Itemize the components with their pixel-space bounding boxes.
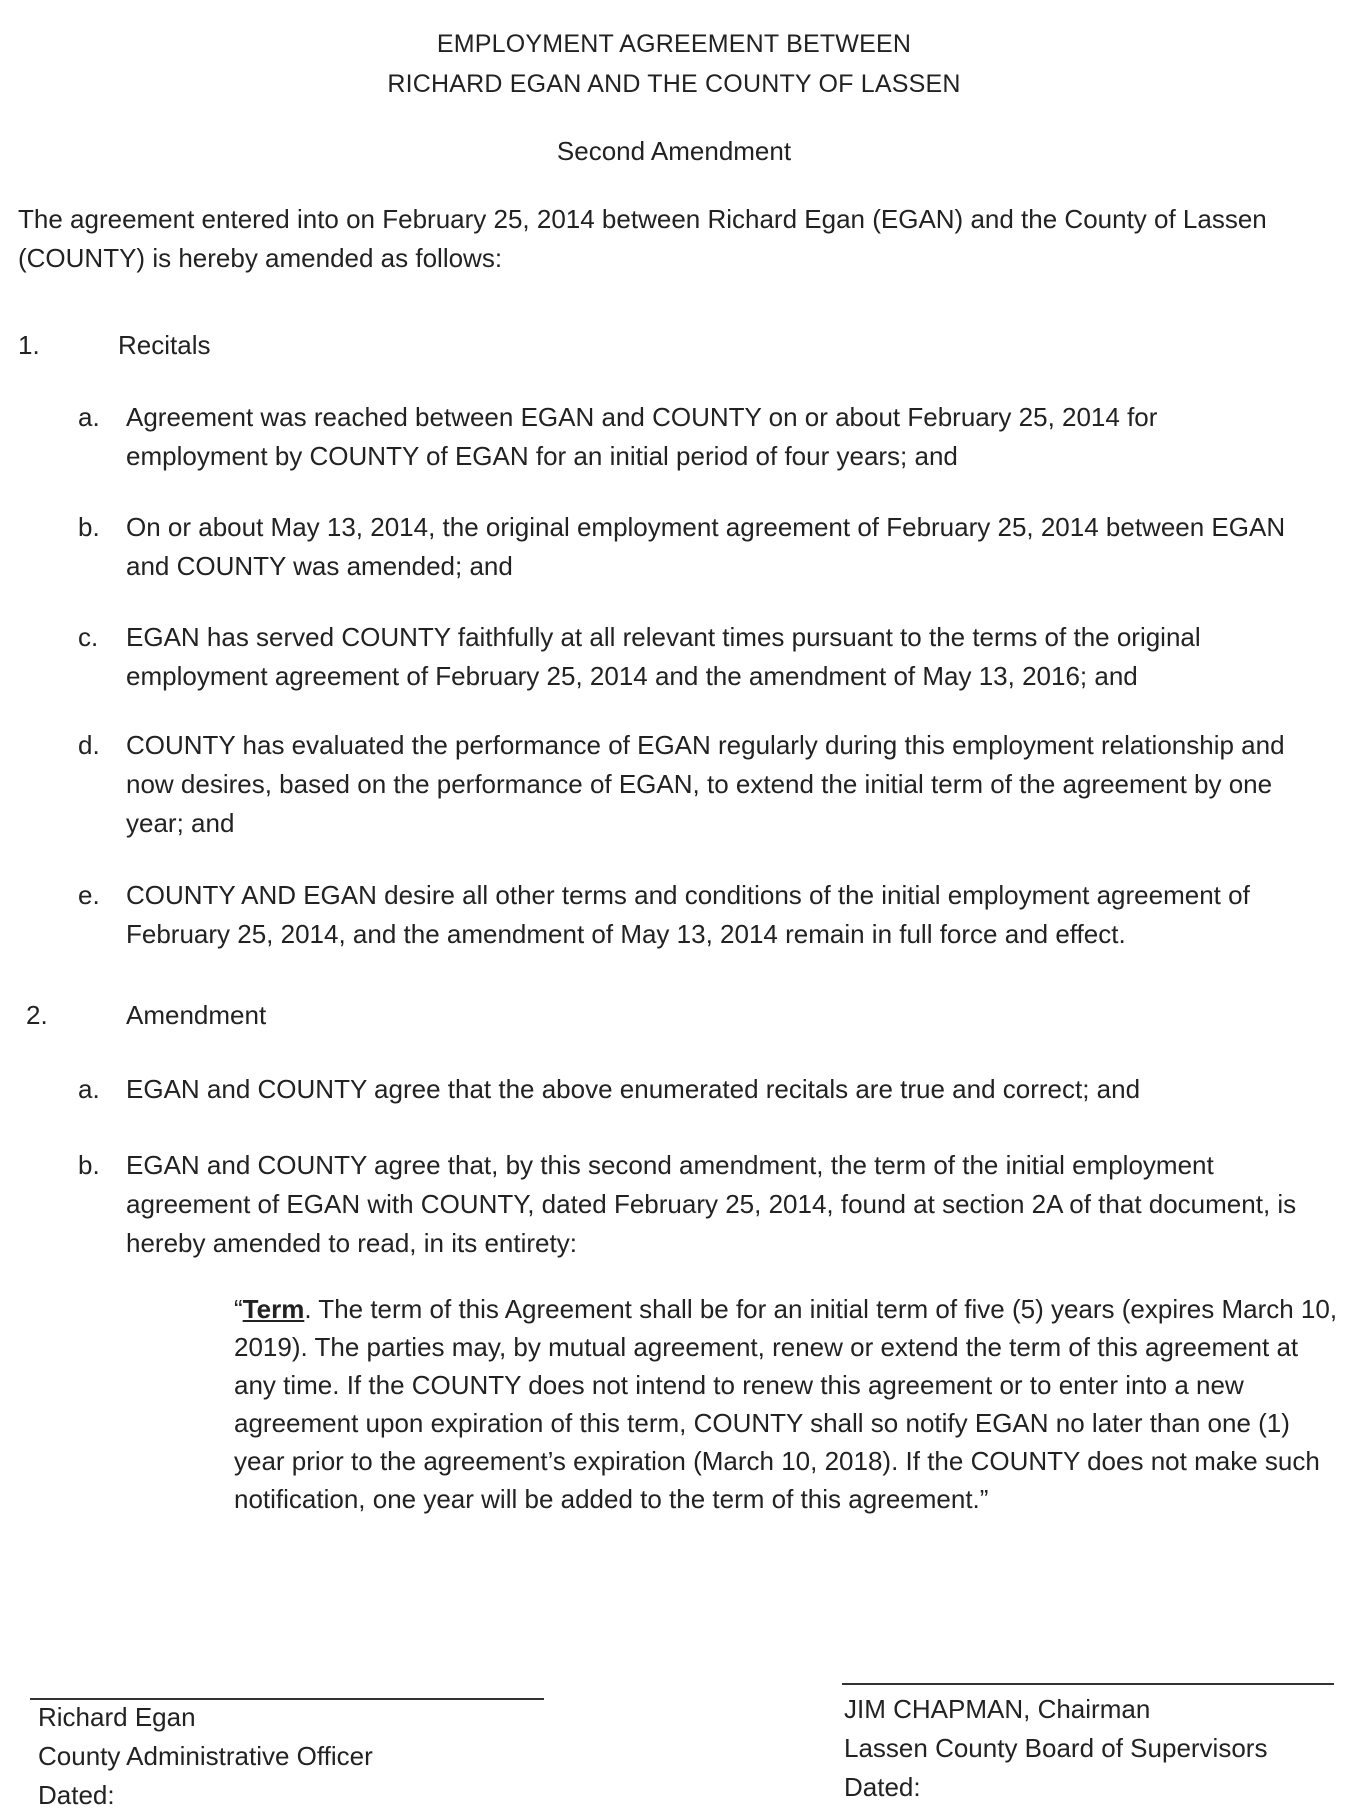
signer-right-dated: Dated:	[844, 1772, 921, 1802]
recital-item-c-text: EGAN has served COUNTY faithfully at all relevant times pursuant to the terms of the original employment agreement of February 25, 2014 and the amendment of May 13, 2016; and	[126, 622, 1201, 691]
title-line-2: RICHARD EGAN AND THE COUNTY OF LASSEN	[387, 70, 961, 98]
section-1-heading: Recitals	[118, 330, 211, 360]
amendment-item-b	[78, 1146, 1338, 1266]
signer-left-title: County Administrative Officer	[38, 1741, 373, 1771]
section-1-number: 1.	[18, 330, 40, 360]
title-line-1: EMPLOYMENT AGREEMENT BETWEEN	[436, 30, 912, 58]
signature-line-right	[842, 1683, 1334, 1685]
intro-paragraph: The agreement entered into on February 25, 2014 between Richard Egan (EGAN) and the County of Lassen (COUNTY) is hereby amended as follows:	[18, 204, 1267, 273]
section-2-number: 2.	[26, 1000, 48, 1030]
term-quote-paragraph	[234, 1290, 1344, 1518]
signature-block-right	[844, 1690, 1267, 1807]
recital-item-a-letter: a.	[78, 402, 100, 432]
document-subtitle: Second Amendment	[556, 136, 792, 166]
term-open-quote: “	[234, 1294, 243, 1324]
recital-item-b-letter: b.	[78, 512, 100, 542]
term-label: Term	[242, 1294, 305, 1324]
recital-item-c	[78, 618, 1338, 698]
amendment-item-a	[78, 1070, 1338, 1110]
recital-item-a	[78, 398, 1338, 478]
amendment-item-a-text: EGAN and COUNTY agree that the above enumerated recitals are true and correct; and	[126, 1074, 1141, 1104]
signer-right-title: Lassen County Board of Supervisors	[844, 1733, 1268, 1763]
recital-item-e-text: COUNTY AND EGAN desire all other terms and conditions of the initial employment agreement of February 25, 2014, and the amendment of May 13, 2014 remain in full force and effect.	[126, 880, 1250, 949]
signer-right-name: JIM CHAPMAN, Chairman	[844, 1694, 1151, 1724]
recital-item-e	[78, 876, 1338, 956]
section-2-heading: Amendment	[126, 1000, 267, 1030]
recital-item-d-text: COUNTY has evaluated the performance of EGAN regularly during this employment relationship and now desires, based on the performance of EGAN, to extend the initial term of the agreement by one year; and	[126, 730, 1285, 838]
recital-item-b-text: On or about May 13, 2014, the original employment agreement of February 25, 2014 between EGAN and COUNTY was amended; and	[126, 512, 1286, 581]
recital-item-a-text: Agreement was reached between EGAN and COUNTY on or about February 25, 2014 for employment by COUNTY of EGAN for an initial period of four years; and	[126, 402, 1158, 471]
amendment-item-b-letter: b.	[78, 1150, 100, 1180]
amendment-item-a-letter: a.	[78, 1074, 100, 1104]
recital-item-e-letter: e.	[78, 880, 100, 910]
recital-item-d-letter: d.	[78, 730, 100, 760]
term-quote-body: . The term of this Agreement shall be for an initial term of five (5) years (expires March 10, 2019). The parties may, by mutual agreement, renew or extend the term of this agreement at any time. If the COUNTY does not intend to renew this agreement or to enter into a new agreement upon expiration of this term, COUNTY shall so notify EGAN no later than one (1) year prior to the agreement’s expiration (March 10, 2018). If the COUNTY does not make such notification, one year will be added to the term of this agreement.”	[234, 1294, 1338, 1514]
signer-left-dated: Dated:	[38, 1780, 115, 1810]
amendment-item-b-text: EGAN and COUNTY agree that, by this second amendment, the term of the initial employment agreement of EGAN with COUNTY, dated February 25, 2014, found at section 2A of that document, is hereby amended to read, in its entirety:	[126, 1150, 1297, 1258]
recital-item-b	[78, 508, 1338, 588]
document-title	[0, 24, 1348, 104]
recital-item-c-letter: c.	[78, 622, 99, 652]
signer-left-name: Richard Egan	[38, 1702, 196, 1732]
recital-item-d	[78, 726, 1338, 846]
signature-block-left	[38, 1698, 373, 1815]
